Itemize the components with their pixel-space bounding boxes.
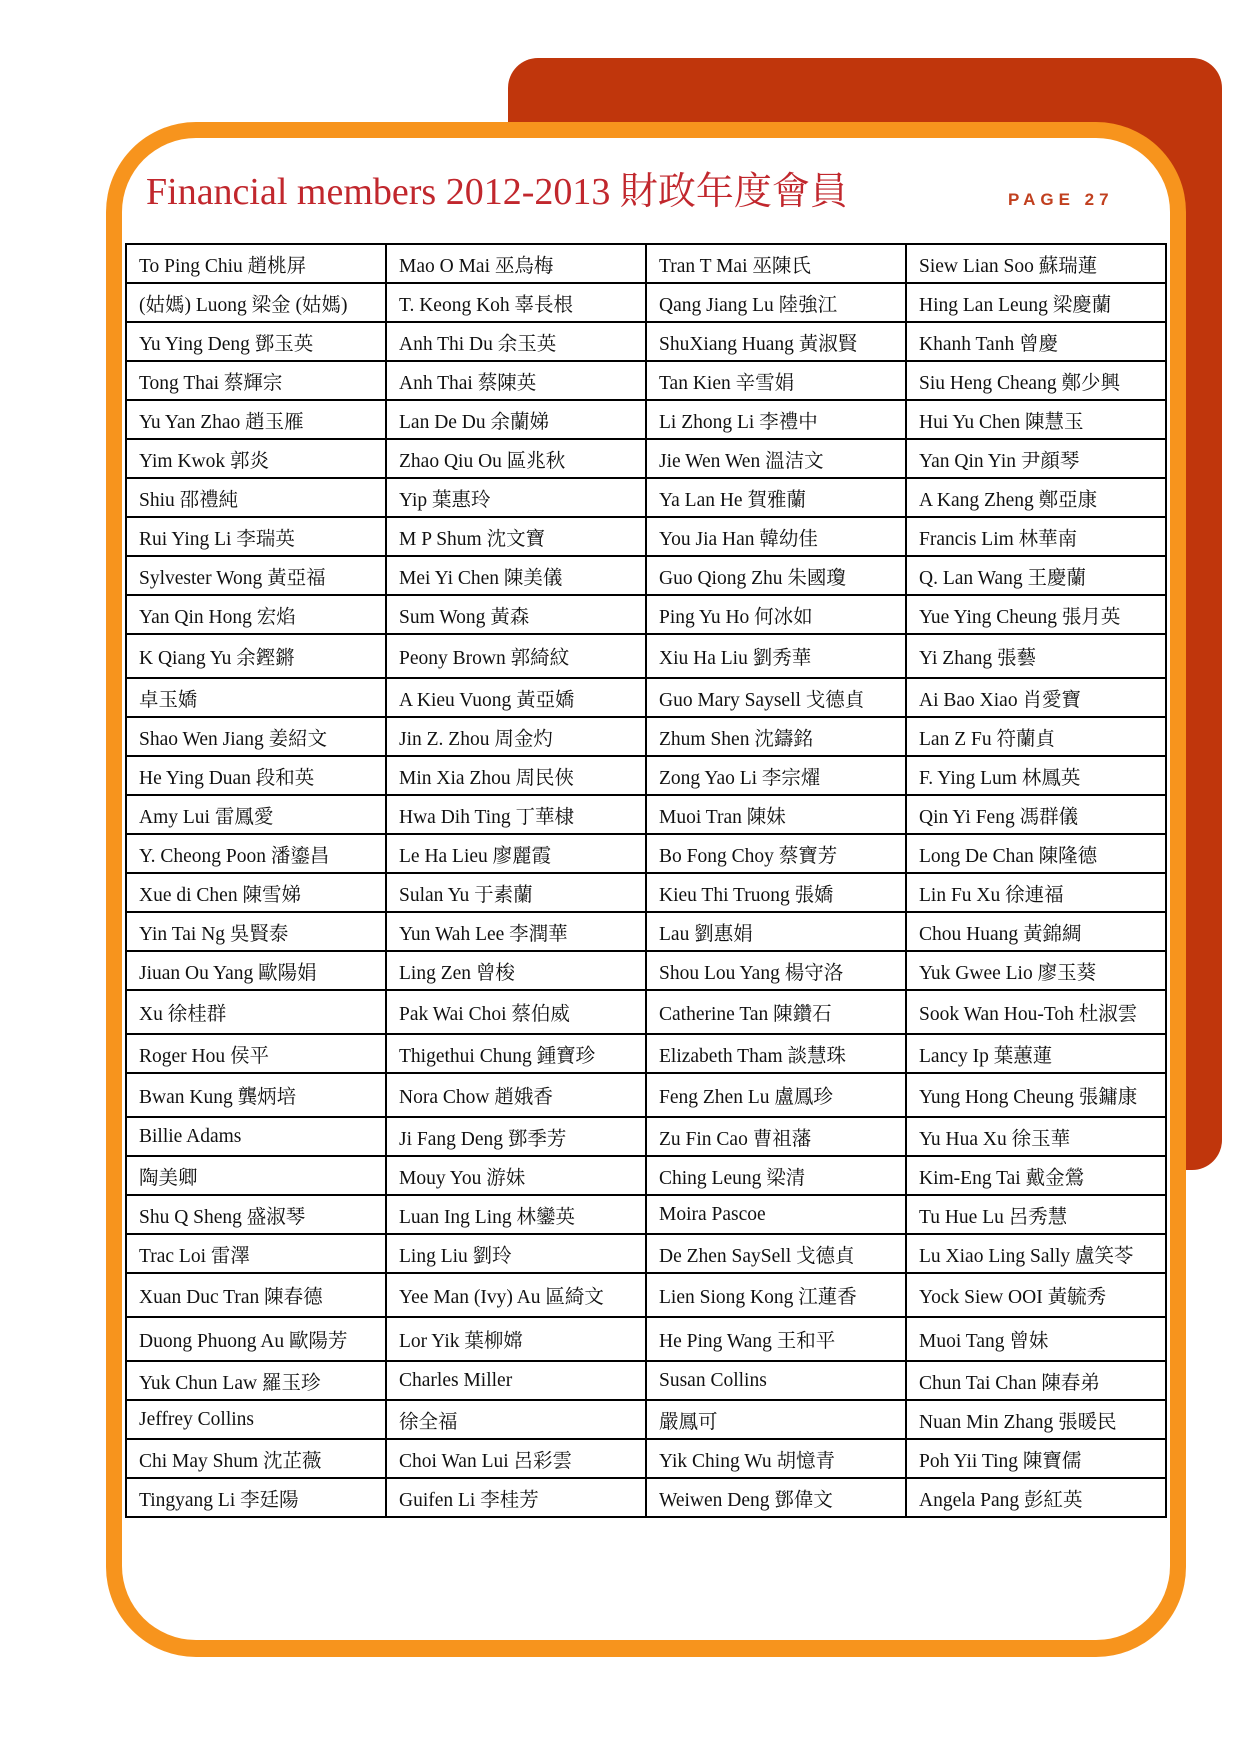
table-row [126,951,1166,990]
member-name-cell: Lien Siong Kong 江蓮香 [646,1273,906,1317]
member-name-cell: 徐全福 [386,1400,646,1439]
member-name-cell: Lan De Du 余蘭娣 [386,400,646,439]
member-name-cell: Muoi Tran 陳妹 [646,795,906,834]
member-name-cell: Yan Qin Hong 宏焰 [126,595,386,634]
member-name-cell: Lancy Ip 葉蕙蓮 [906,1034,1166,1073]
table-row [126,1195,1166,1234]
member-name-cell: Y. Cheong Poon 潘鎏昌 [126,834,386,873]
member-name-cell: Muoi Tang 曾妹 [906,1317,1166,1361]
member-name-cell: Elizabeth Tham 談慧珠 [646,1034,906,1073]
table-row [126,634,1166,678]
table-row [126,361,1166,400]
member-name-cell: Susan Collins [646,1361,906,1400]
member-name-cell: Khanh Tanh 曾慶 [906,322,1166,361]
member-name-cell: Guifen Li 李桂芳 [386,1478,646,1517]
table-row [126,756,1166,795]
table-row [126,1234,1166,1273]
table-row [126,1317,1166,1361]
member-name-cell: Yue Ying Cheung 張月英 [906,595,1166,634]
member-name-cell: Thigethui Chung 鍾寶珍 [386,1034,646,1073]
member-name-cell: Shao Wen Jiang 姜紹文 [126,717,386,756]
member-name-cell: Guo Mary Saysell 戈德貞 [646,678,906,717]
member-name-cell: Lor Yik 葉柳嫦 [386,1317,646,1361]
member-name-cell: Xiu Ha Liu 劉秀華 [646,634,906,678]
member-name-cell: Tu Hue Lu 呂秀慧 [906,1195,1166,1234]
member-name-cell: Lan Z Fu 符蘭貞 [906,717,1166,756]
member-name-cell: F. Ying Lum 林鳳英 [906,756,1166,795]
member-name-cell: Shu Q Sheng 盛淑琴 [126,1195,386,1234]
member-name-cell: Long De Chan 陳隆德 [906,834,1166,873]
page-number: PAGE 27 [1008,190,1114,209]
member-name-cell: Lin Fu Xu 徐連福 [906,873,1166,912]
member-name-cell: Yock Siew OOI 黃毓秀 [906,1273,1166,1317]
member-name-cell: Catherine Tan 陳鑽石 [646,990,906,1034]
member-name-cell: He Ping Wang 王和平 [646,1317,906,1361]
member-name-cell: Li Zhong Li 李禮中 [646,400,906,439]
member-name-cell: Anh Thai 蔡陳英 [386,361,646,400]
table-row [126,1034,1166,1073]
members-table-body [126,244,1166,1517]
member-name-cell: Chun Tai Chan 陳春弟 [906,1361,1166,1400]
member-name-cell: Ji Fang Deng 鄧季芳 [386,1117,646,1156]
member-name-cell: Bo Fong Choy 蔡寶芳 [646,834,906,873]
member-name-cell: Tong Thai 蔡輝宗 [126,361,386,400]
member-name-cell: Jiuan Ou Yang 歐陽娟 [126,951,386,990]
table-row [126,1073,1166,1117]
table-row [126,1156,1166,1195]
member-name-cell: Yung Hong Cheung 張鏞康 [906,1073,1166,1117]
member-name-cell: Siu Heng Cheang 鄭少興 [906,361,1166,400]
table-row [126,1439,1166,1478]
member-name-cell: Mao O Mai 巫烏梅 [386,244,646,283]
member-name-cell: Yu Ying Deng 鄧玉英 [126,322,386,361]
member-name-cell: Lau 劉惠娟 [646,912,906,951]
member-name-cell: Mouy You 游妹 [386,1156,646,1195]
member-name-cell: Rui Ying Li 李瑞英 [126,517,386,556]
member-name-cell: Yu Hua Xu 徐玉華 [906,1117,1166,1156]
member-name-cell: Anh Thi Du 余玉英 [386,322,646,361]
member-name-cell: Ya Lan He 賀雅蘭 [646,478,906,517]
member-name-cell: K Qiang Yu 余鏗鏘 [126,634,386,678]
member-name-cell: Pak Wai Choi 蔡伯威 [386,990,646,1034]
member-name-cell: You Jia Han 韓幼佳 [646,517,906,556]
table-row [126,1361,1166,1400]
member-name-cell: Yip 葉惠玲 [386,478,646,517]
member-name-cell: Ling Liu 劉玲 [386,1234,646,1273]
member-name-cell: Mei Yi Chen 陳美儀 [386,556,646,595]
member-name-cell: Qang Jiang Lu 陸強江 [646,283,906,322]
table-row [126,873,1166,912]
member-name-cell: A Kang Zheng 鄭亞康 [906,478,1166,517]
table-row [126,595,1166,634]
table-row [126,283,1166,322]
table-row [126,400,1166,439]
member-name-cell: Sook Wan Hou-Toh 杜淑雲 [906,990,1166,1034]
member-name-cell: Yan Qin Yin 尹顔琴 [906,439,1166,478]
table-row [126,1400,1166,1439]
member-name-cell: Chou Huang 黃錦綢 [906,912,1166,951]
member-name-cell: Nora Chow 趙娥香 [386,1073,646,1117]
member-name-cell: Sylvester Wong 黃亞福 [126,556,386,595]
member-name-cell: Min Xia Zhou 周民俠 [386,756,646,795]
member-name-cell: Ai Bao Xiao 肖愛寶 [906,678,1166,717]
member-name-cell: Roger Hou 侯平 [126,1034,386,1073]
member-name-cell: T. Keong Koh 辜長根 [386,283,646,322]
member-name-cell: Hwa Dih Ting 丁華棣 [386,795,646,834]
member-name-cell: Nuan Min Zhang 張暖民 [906,1400,1166,1439]
member-name-cell: Shiu 邵禮純 [126,478,386,517]
member-name-cell: Zong Yao Li 李宗燿 [646,756,906,795]
member-name-cell: To Ping Chiu 趙桃屏 [126,244,386,283]
member-name-cell: Jie Wen Wen 溫洁文 [646,439,906,478]
member-name-cell: Q. Lan Wang 王慶蘭 [906,556,1166,595]
member-name-cell: Guo Qiong Zhu 朱國瓊 [646,556,906,595]
table-row [126,1117,1166,1156]
table-row [126,517,1166,556]
member-name-cell: 陶美卿 [126,1156,386,1195]
member-name-cell: Jin Z. Zhou 周金灼 [386,717,646,756]
table-row [126,244,1166,283]
member-name-cell: Yim Kwok 郭炎 [126,439,386,478]
table-row [126,439,1166,478]
member-name-cell: Yuk Chun Law 羅玉珍 [126,1361,386,1400]
member-name-cell: Poh Yii Ting 陳寶儒 [906,1439,1166,1478]
table-row [126,912,1166,951]
member-name-cell: Duong Phuong Au 歐陽芳 [126,1317,386,1361]
member-name-cell: Angela Pang 彭紅英 [906,1478,1166,1517]
member-name-cell: M P Shum 沈文寶 [386,517,646,556]
member-name-cell: Ling Zen 曾梭 [386,951,646,990]
table-row [126,322,1166,361]
table-row [126,478,1166,517]
member-name-cell: Xuan Duc Tran 陳春德 [126,1273,386,1317]
member-name-cell: Tan Kien 辛雪娟 [646,361,906,400]
member-name-cell: Zu Fin Cao 曹祖藩 [646,1117,906,1156]
member-name-cell: Shou Lou Yang 楊守洛 [646,951,906,990]
member-name-cell: Kieu Thi Truong 張嬌 [646,873,906,912]
member-name-cell: Ching Leung 梁清 [646,1156,906,1195]
member-name-cell: Jeffrey Collins [126,1400,386,1439]
member-name-cell: Feng Zhen Lu 盧鳳珍 [646,1073,906,1117]
member-name-cell: Zhao Qiu Ou 區兆秋 [386,439,646,478]
member-name-cell: He Ying Duan 段和英 [126,756,386,795]
table-row [126,1273,1166,1317]
member-name-cell: Yuk Gwee Lio 廖玉葵 [906,951,1166,990]
member-name-cell: Hing Lan Leung 梁慶蘭 [906,283,1166,322]
member-name-cell: Lu Xiao Ling Sally 盧笑苓 [906,1234,1166,1273]
table-row [126,556,1166,595]
member-name-cell: Yi Zhang 張藝 [906,634,1166,678]
member-name-cell: Xu 徐桂群 [126,990,386,1034]
member-name-cell: 卓玉嬌 [126,678,386,717]
member-name-cell: Peony Brown 郭綺紋 [386,634,646,678]
table-row [126,990,1166,1034]
member-name-cell: Billie Adams [126,1117,386,1156]
member-name-cell: Tran T Mai 巫陳氏 [646,244,906,283]
member-name-cell: Yin Tai Ng 吳賢泰 [126,912,386,951]
members-table [125,243,1167,1518]
member-name-cell: ShuXiang Huang 黃淑賢 [646,322,906,361]
member-name-cell: Charles Miller [386,1361,646,1400]
member-name-cell: Tingyang Li 李廷陽 [126,1478,386,1517]
member-name-cell: A Kieu Vuong 黃亞嬌 [386,678,646,717]
member-name-cell: Moira Pascoe [646,1195,906,1234]
member-name-cell: Bwan Kung 龔炳培 [126,1073,386,1117]
member-name-cell: Amy Lui 雷鳳愛 [126,795,386,834]
member-name-cell: De Zhen SaySell 戈德貞 [646,1234,906,1273]
member-name-cell: (姑媽) Luong 梁金 (姑媽) [126,283,386,322]
member-name-cell: Hui Yu Chen 陳慧玉 [906,400,1166,439]
member-name-cell: 嚴鳳可 [646,1400,906,1439]
member-name-cell: Weiwen Deng 鄧偉文 [646,1478,906,1517]
member-name-cell: Sum Wong 黃森 [386,595,646,634]
table-row [126,717,1166,756]
member-name-cell: Ping Yu Ho 何冰如 [646,595,906,634]
member-name-cell: Yu Yan Zhao 趙玉雁 [126,400,386,439]
member-name-cell: Siew Lian Soo 蘇瑞蓮 [906,244,1166,283]
member-name-cell: Xue di Chen 陳雪娣 [126,873,386,912]
member-name-cell: Qin Yi Feng 馮群儀 [906,795,1166,834]
member-name-cell: Sulan Yu 于素蘭 [386,873,646,912]
page-title: Financial members 2012-2013 財政年度會員 [146,171,848,213]
member-name-cell: Luan Ing Ling 林鑾英 [386,1195,646,1234]
member-name-cell: Kim-Eng Tai 戴金鶯 [906,1156,1166,1195]
member-name-cell: Francis Lim 林華南 [906,517,1166,556]
member-name-cell: Choi Wan Lui 呂彩雲 [386,1439,646,1478]
table-row [126,834,1166,873]
member-name-cell: Chi May Shum 沈芷薇 [126,1439,386,1478]
member-name-cell: Yee Man (Ivy) Au 區綺文 [386,1273,646,1317]
member-name-cell: Zhum Shen 沈鑄銘 [646,717,906,756]
table-row [126,1478,1166,1517]
table-row [126,678,1166,717]
member-name-cell: Le Ha Lieu 廖麗霞 [386,834,646,873]
member-name-cell: Yun Wah Lee 李潤華 [386,912,646,951]
member-name-cell: Yik Ching Wu 胡憶青 [646,1439,906,1478]
member-name-cell: Trac Loi 雷澤 [126,1234,386,1273]
table-row [126,795,1166,834]
